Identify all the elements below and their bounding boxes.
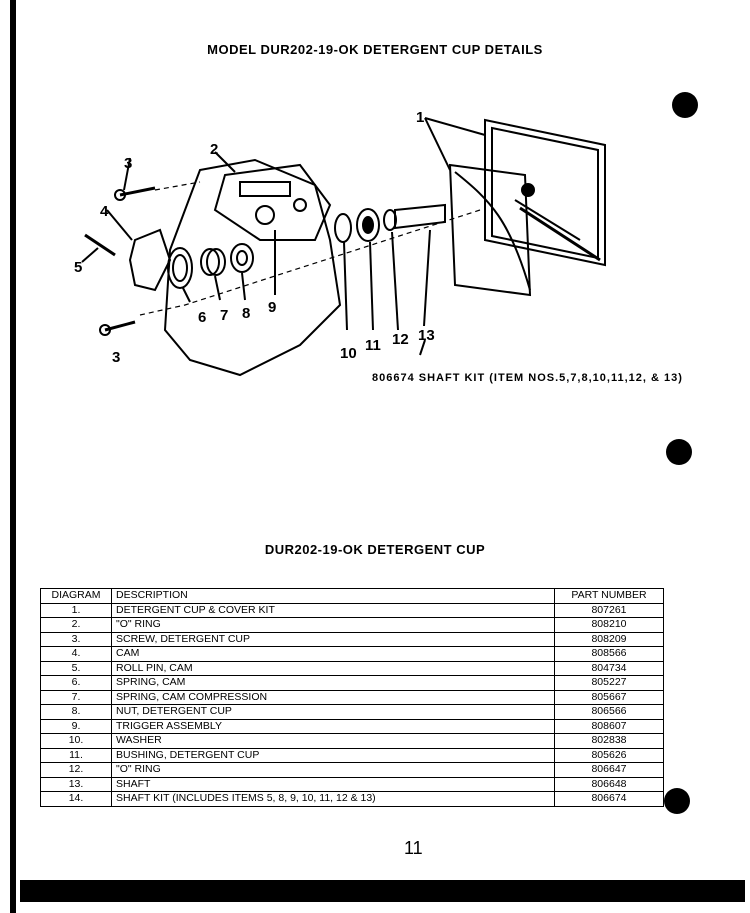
callout-3b: 3 (112, 349, 121, 366)
shaft-kit-note: 806674 SHAFT KIT (ITEM NOS.5,7,8,10,11,12, & 13) (372, 372, 683, 384)
cell-part-number: 802838 (555, 734, 664, 749)
cell-description: TRIGGER ASSEMBLY (112, 719, 555, 734)
cell-description: NUT, DETERGENT CUP (112, 705, 555, 720)
parts-table (40, 588, 664, 807)
cell-description: "O" RING (112, 763, 555, 778)
callout-1: 1 (416, 109, 425, 126)
callout-6: 6 (198, 309, 207, 326)
cell-part-number: 806566 (555, 705, 664, 720)
exploded-parts-diagram (60, 90, 680, 380)
punch-hole (664, 788, 690, 814)
cell-diagram: 7. (41, 690, 112, 705)
cell-diagram: 3. (41, 632, 112, 647)
cell-part-number: 808210 (555, 618, 664, 633)
table-row (41, 748, 664, 763)
header-part-number: PART NUMBER (555, 589, 664, 604)
cell-description: CAM (112, 647, 555, 662)
cell-part-number: 808209 (555, 632, 664, 647)
cell-part-number: 806674 (555, 792, 664, 807)
cell-description: SCREW, DETERGENT CUP (112, 632, 555, 647)
callout-13: 13 (418, 327, 435, 344)
cell-description: SPRING, CAM (112, 676, 555, 691)
cell-diagram: 14. (41, 792, 112, 807)
table-row (41, 705, 664, 720)
shaft-part (395, 205, 445, 228)
cell-description: SHAFT (112, 777, 555, 792)
callout-12: 12 (392, 331, 409, 348)
callout-8: 8 (242, 305, 251, 322)
cell-diagram: 13. (41, 777, 112, 792)
cell-diagram: 9. (41, 719, 112, 734)
table-row (41, 719, 664, 734)
cell-diagram: 1. (41, 603, 112, 618)
cell-part-number: 805626 (555, 748, 664, 763)
cell-diagram: 11. (41, 748, 112, 763)
cell-description: WASHER (112, 734, 555, 749)
cell-diagram: 12. (41, 763, 112, 778)
cell-description: DETERGENT CUP & COVER KIT (112, 603, 555, 618)
cell-diagram: 4. (41, 647, 112, 662)
page-title: MODEL DUR202-19-OK DETERGENT CUP DETAILS (207, 42, 543, 57)
cell-diagram: 10. (41, 734, 112, 749)
cell-part-number: 806647 (555, 763, 664, 778)
page-number: 11 (404, 838, 423, 858)
table-row (41, 661, 664, 676)
scan-border-left (10, 0, 16, 913)
table-row (41, 603, 664, 618)
callout-7: 7 (220, 307, 229, 324)
callout-10: 10 (340, 345, 357, 362)
header-diagram: DIAGRAM (41, 589, 112, 604)
table-title: DUR202-19-OK DETERGENT CUP (264, 542, 486, 557)
cell-description: "O" RING (112, 618, 555, 633)
table-header-row (41, 589, 664, 604)
header-description: DESCRIPTION (112, 589, 555, 604)
callout-9: 9 (268, 299, 277, 316)
cell-diagram: 2. (41, 618, 112, 633)
cell-part-number: 807261 (555, 603, 664, 618)
cell-description: SHAFT KIT (INCLUDES ITEMS 5, 8, 9, 10, 11, 12 & 13) (112, 792, 555, 807)
callout-5: 5 (74, 259, 83, 276)
table-row (41, 792, 664, 807)
cell-part-number: 805227 (555, 676, 664, 691)
table-row (41, 734, 664, 749)
trigger-assembly (215, 165, 330, 240)
cell-description: BUSHING, DETERGENT CUP (112, 748, 555, 763)
cell-diagram: 5. (41, 661, 112, 676)
cell-part-number: 805667 (555, 690, 664, 705)
table-row (41, 647, 664, 662)
cell-description: ROLL PIN, CAM (112, 661, 555, 676)
table-row (41, 690, 664, 705)
punch-hole (666, 439, 692, 465)
cell-part-number: 804734 (555, 661, 664, 676)
cell-diagram: 8. (41, 705, 112, 720)
table-row (41, 618, 664, 633)
callout-2: 2 (210, 141, 219, 158)
callout-11: 11 (365, 337, 381, 354)
cell-part-number: 808607 (555, 719, 664, 734)
table-row (41, 676, 664, 691)
cover-panel (485, 120, 605, 265)
cell-part-number: 806648 (555, 777, 664, 792)
cell-diagram: 6. (41, 676, 112, 691)
scan-border-bottom (20, 880, 745, 902)
cell-description: SPRING, CAM COMPRESSION (112, 690, 555, 705)
callout-3: 3 (124, 155, 133, 172)
table-row (41, 777, 664, 792)
cam-part (130, 230, 170, 290)
cup-body (450, 165, 530, 295)
table-row (41, 632, 664, 647)
cell-part-number: 808566 (555, 647, 664, 662)
callout-4: 4 (100, 203, 109, 220)
table-row (41, 763, 664, 778)
